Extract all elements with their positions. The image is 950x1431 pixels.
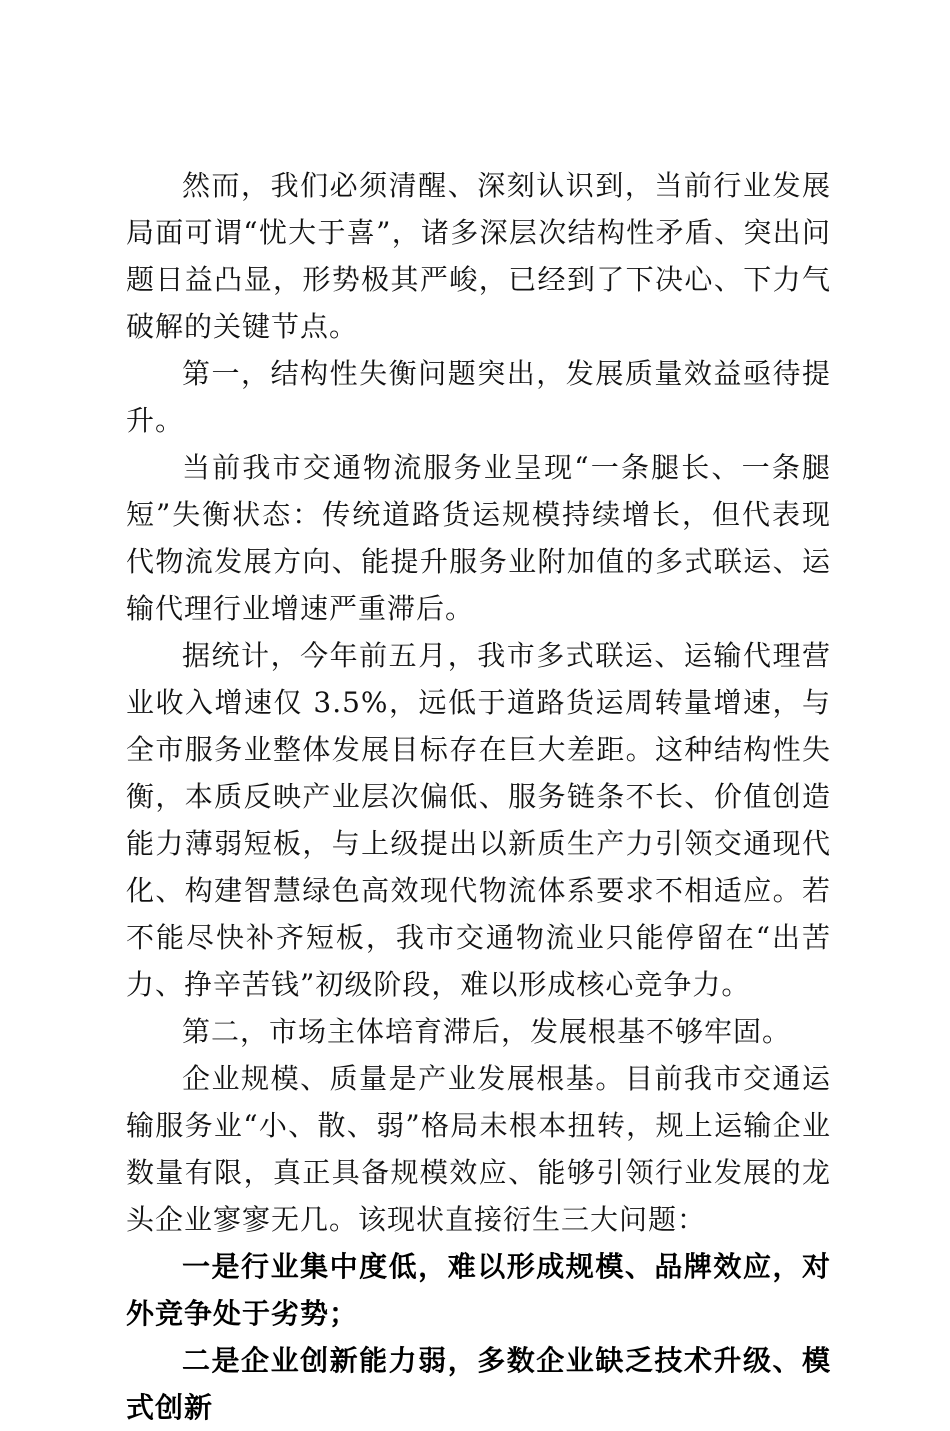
paragraph-statistics: 据统计，今年前五月，我市多式联运、运输代理营业收入增速仅 3.5%，远低于道路货运周转量增速，与全市服务业整体发展目标存在巨大差距。这种结构性失衡，本质反映产业层次偏低、服务链条不长、价值创造能力薄弱短板，与上级提出以新质生产力引领交通现代化、构建智慧绿色高效现代物流体系要求不相适应。若不能尽快补齐短板，我市交通物流业只能停留在“出苦力、挣辛苦钱”初级阶段，难以形成核心竞争力。 [126, 639, 831, 1001]
document-body [126, 162, 831, 1431]
paragraph-imbalance: 当前我市交通物流服务业呈现“一条腿长、一条腿短”失衡状态：传统道路货运规模持续增长，但代表现代物流发展方向、能提升服务业附加值的多式联运、运输代理行业增速严重滞后。 [126, 451, 831, 625]
paragraph-intro: 然而，我们必须清醒、深刻认识到，当前行业发展局面可谓“忧大于喜”，诸多深层次结构性矛盾、突出问题日益凸显，形势极其严峻，已经到了下决心、下力气破解的关键节点。 [126, 169, 831, 343]
heading-first-point: 第一，结构性失衡问题突出，发展质量效益亟待提升。 [126, 357, 831, 437]
heading-second-point: 第二，市场主体培育滞后，发展根基不够牢固。 [182, 1015, 792, 1048]
problem-item-1: 一是行业集中度低，难以形成规模、品牌效应，对外竞争处于劣势； [126, 1250, 831, 1330]
problem-item-2: 二是企业创新能力弱，多数企业缺乏技术升级、模式创新 [126, 1344, 831, 1424]
paragraph-enterprise-scale: 企业规模、质量是产业发展根基。目前我市交通运输服务业“小、散、弱”格局未根本扭转，规上运输企业数量有限，真正具备规模效应、能够引领行业发展的龙头企业寥寥无几。该现状直接衍生三大问题： [126, 1062, 831, 1236]
